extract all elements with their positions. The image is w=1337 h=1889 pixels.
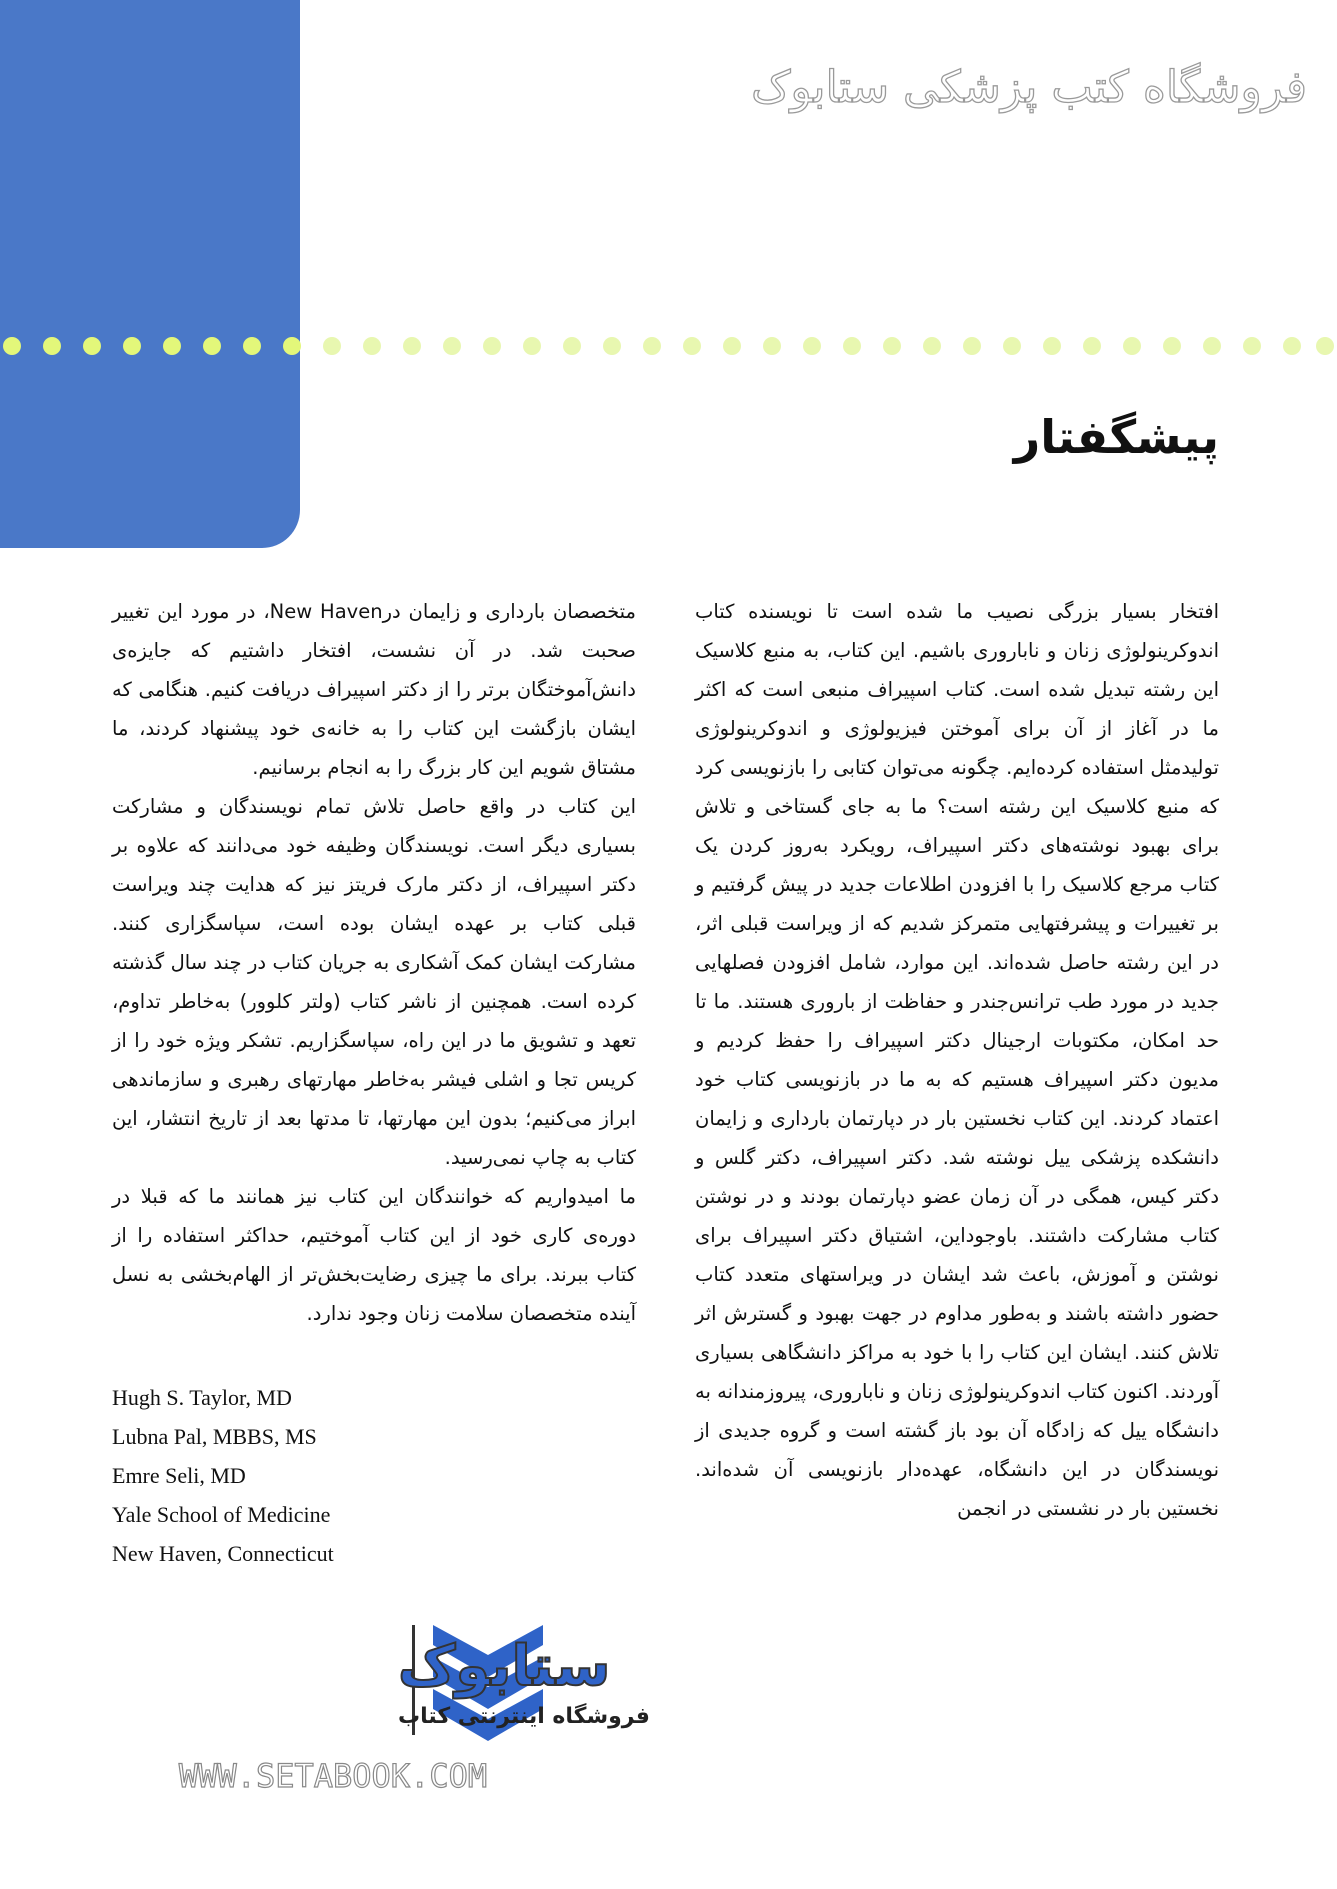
logo-tagline: فروشگاه اینترنتی کتاب bbox=[398, 1704, 650, 1729]
author-signature bbox=[112, 1378, 334, 1573]
logo-url: WWW.SETABOOK.COM bbox=[178, 1757, 488, 1795]
left-text-column bbox=[112, 592, 636, 1333]
signature-line: Emre Seli, MD bbox=[112, 1463, 246, 1488]
right-text-column bbox=[695, 592, 1219, 1528]
store-title: فروشگاه کتب پزشکی ستابوک bbox=[751, 62, 1307, 113]
setabook-logo bbox=[108, 1615, 650, 1805]
logo-brand-text: ستابوک bbox=[398, 1634, 611, 1699]
paragraph: ما امیدواریم که خوانندگان این کتاب نیز همانند ما که قبلا در دوره‌ی کاری خود از این کتاب آموختیم، حداکثر استفاده را از کتاب ببرند. برای ما چیزی رضایت‌بخش‌تر از الهام‌بخشی به نسل آینده متخصصان سلامت زنان وجود ندارد. bbox=[112, 1185, 636, 1325]
section-heading: پیشگفتار bbox=[1013, 410, 1219, 464]
signature-line: Lubna Pal, MBBS, MS bbox=[112, 1424, 317, 1449]
paragraph: متخصصان بارداری و زایمان درNew Haven، در مورد این تغییر صحبت شد. در آن نشست، افتخار داشتیم که جایزه‌ی دانش‌آموختگان برتر را از دکتر اسپیراف دریافت کنیم. هنگامی که ایشان بازگشت این کتاب را به خانه‌ی خود پیشنهاد کردند، ما مشتاق شویم این کار بزرگ را به انجام برسانیم. bbox=[112, 600, 636, 779]
signature-line: Hugh S. Taylor, MD bbox=[112, 1385, 292, 1410]
signature-line: New Haven, Connecticut bbox=[112, 1541, 334, 1566]
paragraph: این کتاب در واقع حاصل تلاش تمام نویسندگان و مشارکت بسیاری دیگر است. نویسندگان وظیفه خود می‌دانند که علاوه بر دکتر اسپیراف، از دکتر مارک فریتز نیز که هدایت چند ویراست قبلی کتاب بر عهده ایشان بوده است، سپاسگزاری کنند. مشارکت ایشان کمک آشکاری به جریان کتاب در چند سال گذشته کرده است. همچنین از ناشر کتاب (ولتر کلوور) به‌خاطر تداوم، تعهد و تشویق ما در این راه، سپاسگزاریم. تشکر ویژه خود را از کریس تجا و اشلی فیشر به‌خاطر مهارتهای رهبری و سازماندهی ابراز می‌کنیم؛ بدون این مهارتها، تا مدتها بعد از تاریخ انتشار، این کتاب به چاپ نمی‌رسید. bbox=[112, 795, 636, 1169]
dotted-divider bbox=[0, 334, 1337, 358]
signature-line: Yale School of Medicine bbox=[112, 1502, 331, 1527]
paragraph: افتخار بسیار بزرگی نصیب ما شده است تا نویسنده کتاب اندوکرینولوژی زنان و ناباروری باشیم. این کتاب، به منبع کلاسیک این رشته تبدیل شده است. کتاب اسپیراف منبعی است که اکثر ما در آغاز از آن برای آموختن فیزیولوژی و اندوکرینولوژی تولیدمثل استفاده کرده‌ایم. چگونه می‌توان کتابی را بازنویسی کرد که منبع کلاسیک این رشته است؟ ما به جای گستاخی و تلاش برای بهبود نوشته‌های دکتر اسپیراف، رویکرد به‌روز کردن یک کتاب مرجع کلاسیک را با افزودن اطلاعات جدید در پیش گرفتیم و بر تغییرات و پیشرفتهایی متمرکز شدیم که از ویراست قبلی اثر، در این رشته حاصل شده‌اند. این موارد، شامل افزودن فصلهایی جدید در مورد طب ترانس‌جندر و حفاظت از باروری هستند. ما تا حد امکان، مکتوبات ارجینال دکتر اسپیراف را حفظ کردیم و مدیون دکتر اسپیراف هستیم که به ما در بازنویسی کتاب خود اعتماد کردند. این کتاب نخستین بار در دپارتمان بارداری و زایمان دانشکده پزشکی ییل نوشته شد. دکتر اسپیراف، دکتر گلس و دکتر کیس، همگی در آن زمان عضو دپارتمان بودند و در نوشتن کتاب مشارکت داشتند. باوجوداین، اشتیاق دکتر اسپیراف برای نوشتن و آموزش، باعث شد ایشان در ویراستهای متعدد کتاب حضور داشته باشند و به‌طور مداوم در جهت بهبود و گسترش اثر تلاش کنند. ایشان این کتاب را با خود به مراکز دانشگاهی بسیاری آوردند. اکنون کتاب اندوکرینولوژی زنان و ناباروری، پیروزمندانه به دانشگاه ییل که زادگاه آن بود باز گشته است و گروه جدیدی از نویسندگان در این دانشگاه، عهده‌دار بازنویسی آن شده‌اند. نخستین بار در نشستی در انجمن bbox=[695, 600, 1219, 1520]
blue-corner-panel bbox=[0, 0, 300, 548]
